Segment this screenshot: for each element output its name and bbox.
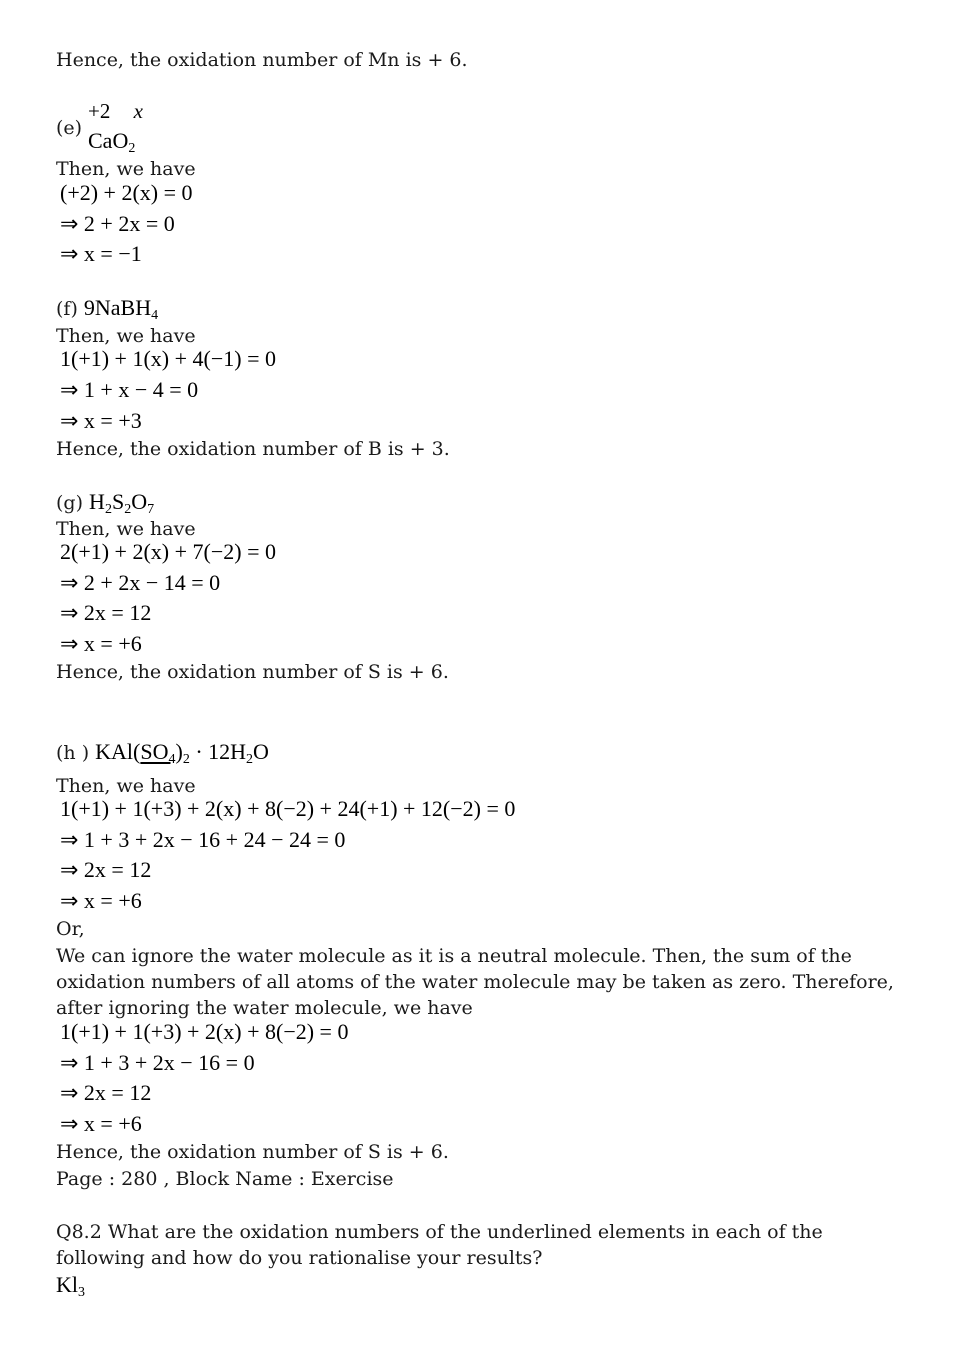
part-h-eq6: ⇒ 1 + 3 + 2x − 16 = 0 bbox=[60, 1050, 255, 1075]
part-g-eq2: ⇒ 2 + 2x − 14 = 0 bbox=[60, 570, 221, 595]
part-e-eq3: ⇒ x = −1 bbox=[60, 241, 142, 266]
part-h-eq7: ⇒ 2x = 12 bbox=[60, 1080, 152, 1105]
part-h-conclusion: Hence, the oxidation number of S is + 6. bbox=[56, 1141, 449, 1163]
underlined-so4: $SO_4$ bbox=[140, 739, 176, 767]
part-e-then: Then, we have bbox=[56, 158, 196, 180]
part-e-label: (e) bbox=[56, 117, 83, 139]
part-g-formula: $H_2S_2O_7$ bbox=[89, 489, 155, 517]
page-reference: Page : 280 , Block Name : Exercise bbox=[56, 1168, 394, 1190]
part-h-eq3: ⇒ 2x = 12 bbox=[60, 857, 152, 882]
part-h-or: Or, bbox=[56, 918, 85, 940]
charge-ca: +2 bbox=[88, 99, 111, 123]
part-h-explanation: We can ignore the water molecule as it is a neutral molecule. Then, the sum of the oxidation numbers of all atoms of the water molecule may be taken as zero. Therefore, after ignoring the water molecule, we have bbox=[56, 945, 894, 1019]
part-g-conclusion: Hence, the oxidation number of S is + 6. bbox=[56, 661, 449, 683]
part-f-eq2: ⇒ 1 + x − 4 = 0 bbox=[60, 377, 199, 402]
part-g-then: Then, we have bbox=[56, 518, 196, 540]
part-f-heading: (f) 9NaBH$_4$ bbox=[56, 295, 159, 323]
part-g-eq3: ⇒ 2x = 12 bbox=[60, 600, 152, 625]
q82-formula: $Kl_3$ bbox=[56, 1272, 85, 1300]
part-e-eq2: ⇒ 2 + 2x = 0 bbox=[60, 211, 175, 236]
part-g-eq4: ⇒ x = +6 bbox=[60, 631, 142, 656]
mn-conclusion: Hence, the oxidation number of Mn is + 6. bbox=[56, 49, 468, 71]
part-h-eq8: ⇒ x = +6 bbox=[60, 1111, 142, 1136]
part-f-then: Then, we have bbox=[56, 325, 196, 347]
part-h-eq2: ⇒ 1 + 3 + 2x − 16 + 24 − 24 = 0 bbox=[60, 827, 346, 852]
part-h-heading: (h ) $KAl(SO_4)_2 \cdot 12H_2O$ bbox=[56, 739, 269, 767]
part-e-eq1: (+2) + 2(x) = 0 bbox=[60, 180, 193, 205]
part-h-eq1: 1(+1) + 1(+3) + 2(x) + 8(−2) + 24(+1) + 12(−2) = 0 bbox=[60, 796, 516, 821]
charge-o-variable: x bbox=[133, 99, 143, 123]
part-f-eq3: ⇒ x = +3 bbox=[60, 408, 142, 433]
question-8-2: Q8.2 What are the oxidation numbers of the underlined elements in each of the following and how do you rationalise your results? bbox=[56, 1221, 823, 1269]
part-e-charges bbox=[88, 99, 143, 124]
part-f-conclusion: Hence, the oxidation number of B is + 3. bbox=[56, 438, 450, 460]
part-g-eq1: 2(+1) + 2(x) + 7(−2) = 0 bbox=[60, 539, 276, 564]
part-h-formula: $KAl(SO_4)_2 \cdot 12H_2O$ bbox=[95, 739, 269, 767]
part-h-eq4: ⇒ x = +6 bbox=[60, 888, 142, 913]
part-g-heading: (g) $H_2S_2O_7$ bbox=[56, 489, 155, 517]
part-h-then: Then, we have bbox=[56, 775, 196, 797]
part-f-eq1: 1(+1) + 1(x) + 4(−1) = 0 bbox=[60, 346, 276, 371]
part-e-formula: CaO$_2$ bbox=[88, 128, 136, 156]
part-f-formula: 9NaBH$_4$ bbox=[83, 295, 159, 323]
part-h-eq5: 1(+1) + 1(+3) + 2(x) + 8(−2) = 0 bbox=[60, 1019, 349, 1044]
